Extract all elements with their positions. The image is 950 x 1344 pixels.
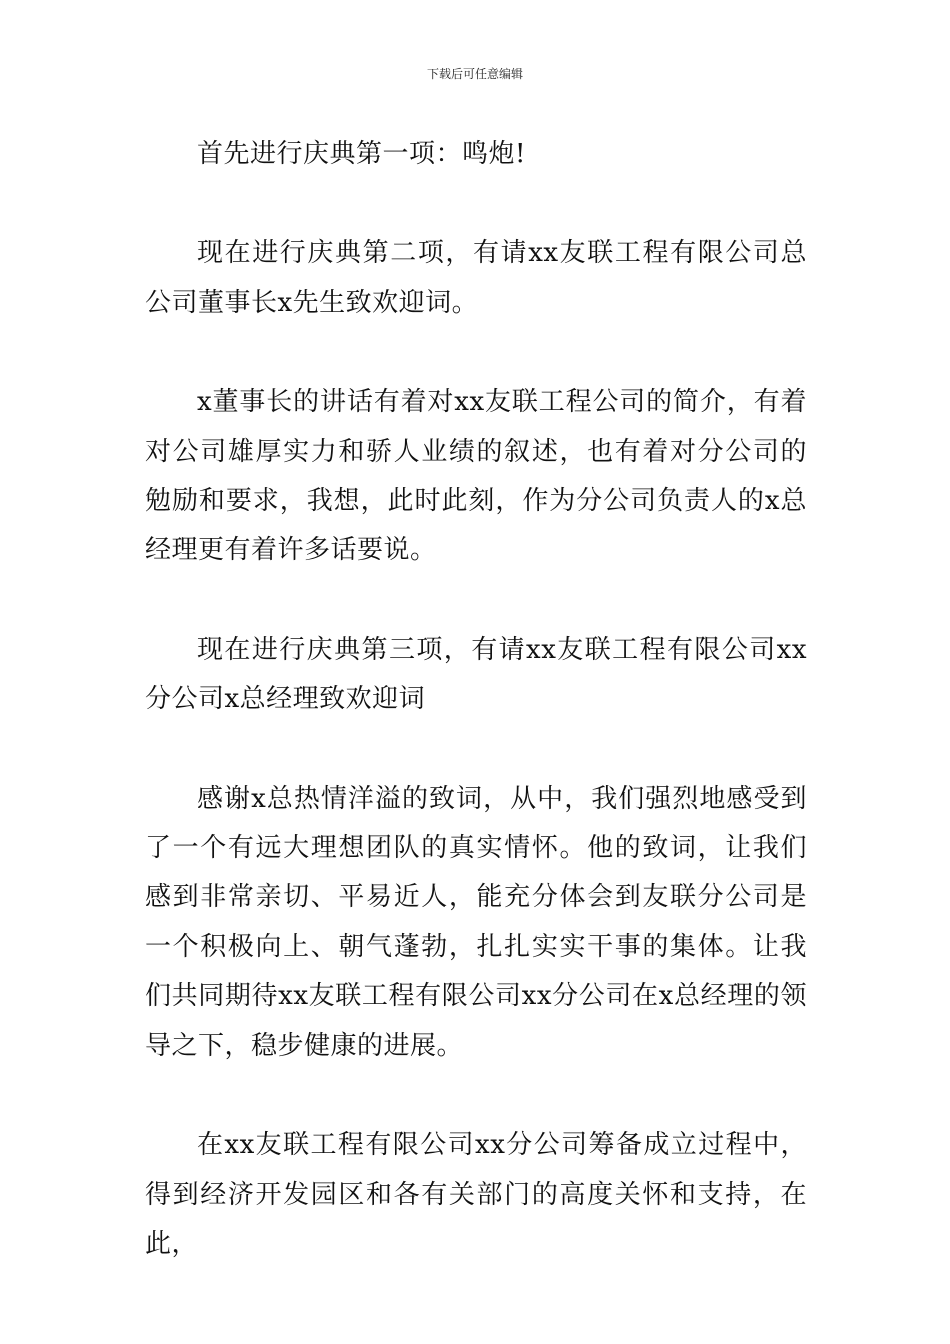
header-note: 下载后可任意编辑 — [426, 67, 523, 81]
document-body — [145, 130, 807, 1319]
paragraph-ceremony-item-1: 首先进行庆典第一项：鸣炮! — [197, 139, 526, 169]
paragraph-acknowledgement: 在xx友联工程有限公司xx分公司筹备成立过程中，得到经济开发园区和各有关部门的高度关怀和支持，在此， — [145, 1130, 807, 1259]
paragraph-ceremony-item-2: 现在进行庆典第二项，有请xx友联工程有限公司总公司董事长x先生致欢迎词。 — [145, 238, 807, 318]
paragraph-thanks: 感谢x总热情洋溢的致词，从中，我们强烈地感受到了一个有远大理想团队的真实情怀。他的致词，让我们感到非常亲切、平易近人，能充分体会到友联分公司是一个积极向上、朝气蓬勃，扎扎实实干事的集体。让我们共同期待xx友联工程有限公司xx分公司在x总经理的领导之下，稳步健康的进展。 — [145, 783, 807, 1061]
paragraph-chairman-remarks: x董事长的讲话有着对xx友联工程公司的简介，有着对公司雄厚实力和骄人业绩的叙述，也有着对分公司的勉励和要求，我想，此时此刻，作为分公司负责人的x总经理更有着许多话要说。 — [145, 387, 807, 566]
paragraph-ceremony-item-3: 现在进行庆典第三项，有请xx友联工程有限公司xx分公司x总经理致欢迎词 — [145, 634, 807, 715]
